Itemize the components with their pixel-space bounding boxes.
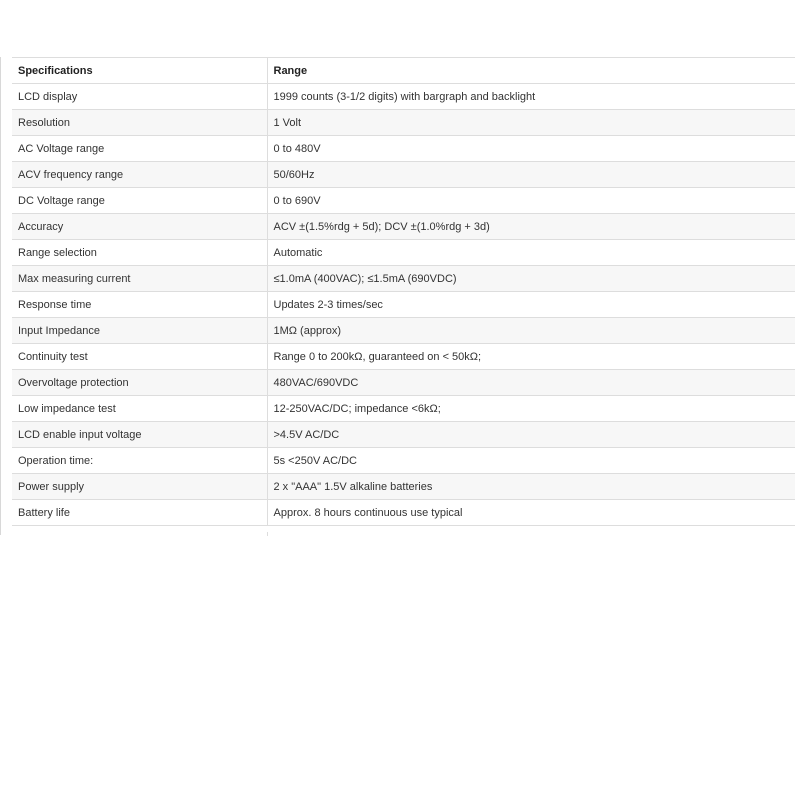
spec-name-cell: Input Impedance [12,318,267,344]
spec-name-cell: Power supply [12,474,267,500]
spec-value-cell: Updates 2-3 times/sec [267,292,795,318]
spec-value-cell: Automatic [267,240,795,266]
spec-value-cell: ACV ±(1.5%rdg + 5d); DCV ±(1.0%rdg + 3d) [267,214,795,240]
spec-value-cell: Range 0 to 200kΩ, guaranteed on < 50kΩ; [267,344,795,370]
table-row [12,396,795,422]
spec-value-cell: 480VAC/690VDC [267,370,795,396]
spec-name-cell: Response time [12,292,267,318]
spec-name-cell: AC Voltage range [12,136,267,162]
spec-name-cell: Overvoltage protection [12,370,267,396]
spec-name-cell: Low impedance test [12,396,267,422]
spec-value-cell: ≤1.0mA (400VAC); ≤1.5mA (690VDC) [267,266,795,292]
spec-name-cell: Max measuring current [12,266,267,292]
spec-name-cell: ACV frequency range [12,162,267,188]
table-row [12,240,795,266]
spec-name-cell: LCD display [12,84,267,110]
spec-name-cell: Resolution [12,110,267,136]
table-row [12,84,795,110]
table-row [12,162,795,188]
table-row [12,422,795,448]
spec-value-cell: 5s <250V AC/DC [267,448,795,474]
table-row [12,188,795,214]
table-row [12,136,795,162]
table-row [12,500,795,526]
column-divider [267,532,268,536]
spec-value-cell: 12-250VAC/DC; impedance <6kΩ; [267,396,795,422]
spec-name-cell: Operation time: [12,448,267,474]
spec-value-cell: 1999 counts (3-1/2 digits) with bargraph and backlight [267,84,795,110]
table-row [12,474,795,500]
table-row [12,370,795,396]
spec-value-cell: Approx. 8 hours continuous use typical [267,500,795,526]
left-edge-divider [0,57,1,535]
spec-name-cell: Range selection [12,240,267,266]
table-row [12,266,795,292]
spec-name-cell: Accuracy [12,214,267,240]
specifications-table [12,57,795,526]
spec-name-cell: Continuity test [12,344,267,370]
spec-name-cell: DC Voltage range [12,188,267,214]
spec-value-cell: 2 x "AAA" 1.5V alkaline batteries [267,474,795,500]
spec-name-cell: LCD enable input voltage [12,422,267,448]
table-row [12,292,795,318]
spec-value-cell: 1MΩ (approx) [267,318,795,344]
table-header-row [12,58,795,84]
column-header-specifications: Specifications [12,58,267,84]
table-row [12,110,795,136]
spec-name-cell: Battery life [12,500,267,526]
spec-value-cell: 1 Volt [267,110,795,136]
table-row [12,214,795,240]
table-row [12,448,795,474]
spec-value-cell: >4.5V AC/DC [267,422,795,448]
table-row [12,344,795,370]
spec-value-cell: 0 to 480V [267,136,795,162]
table-cutoff-edge [12,532,795,536]
spec-value-cell: 50/60Hz [267,162,795,188]
spec-value-cell: 0 to 690V [267,188,795,214]
table-row [12,318,795,344]
column-header-range: Range [267,58,795,84]
